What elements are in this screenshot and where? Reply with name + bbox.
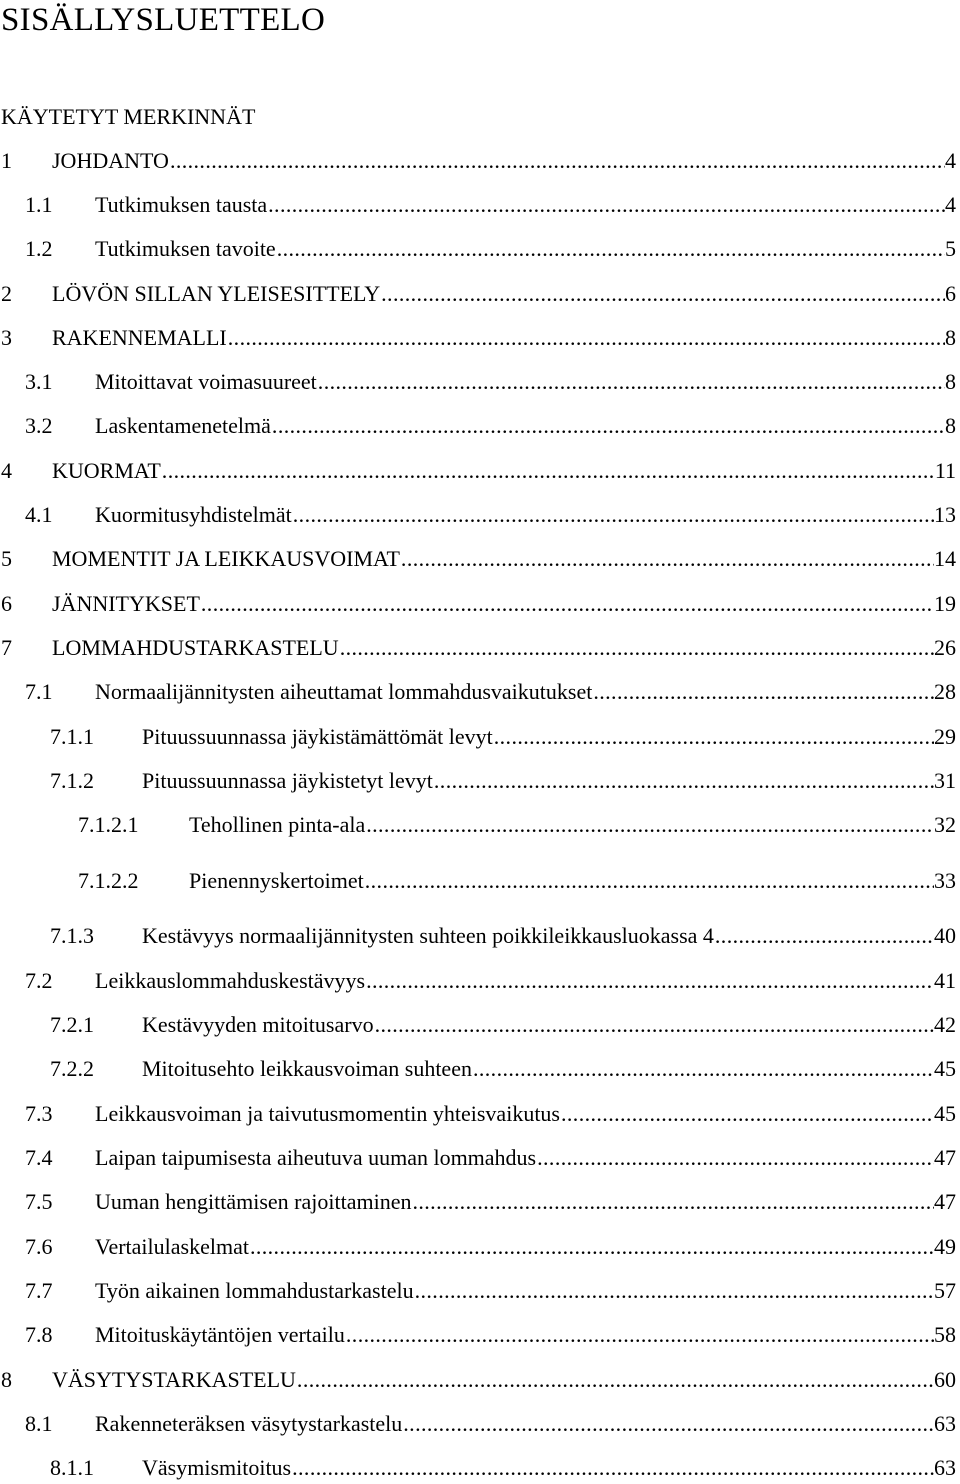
toc-entry	[0, 766, 956, 796]
toc-entry-page: 8	[945, 325, 956, 350]
toc-entry-page: 47	[934, 1145, 956, 1170]
toc-entry-number: 1.1	[25, 192, 53, 217]
toc-entry-number: 7.2.2	[50, 1056, 94, 1081]
toc-entry	[0, 1409, 956, 1439]
toc-entry-number: 7.6	[25, 1234, 53, 1259]
toc-entry-title: Leikkausvoiman ja taivutusmomentin yhteisvaikutus	[95, 1099, 560, 1129]
toc-entry-page: 6	[945, 281, 956, 306]
toc-entry-title: Laipan taipumisesta aiheutuva uuman lommahdus	[95, 1143, 536, 1173]
toc-entry-number: 3.2	[25, 413, 53, 438]
toc-entry-page: 45	[934, 1101, 956, 1126]
toc-entry-page: 42	[934, 1012, 956, 1037]
toc-entry-line	[52, 279, 956, 309]
dot-leader	[714, 921, 934, 951]
toc-entry-line	[142, 766, 956, 796]
toc-entry-number: 7.1.2	[50, 768, 94, 793]
toc-entry	[0, 966, 956, 996]
toc-entry-number: 1.2	[25, 236, 53, 261]
toc-entry-number: 7.1.2.1	[78, 812, 139, 837]
toc-entry-number: 8.1.1	[50, 1455, 94, 1480]
toc-entry	[0, 323, 956, 353]
toc-entry	[0, 1320, 956, 1350]
toc-entry	[0, 190, 956, 220]
toc-entry-page: 40	[934, 923, 956, 948]
toc-entry-line	[52, 146, 956, 176]
toc-entry-number: 7.2	[25, 968, 53, 993]
toc-entry	[0, 500, 956, 530]
toc-entry-page: 4	[945, 192, 956, 217]
dot-leader	[374, 1010, 934, 1040]
toc-entry-line	[95, 411, 956, 441]
toc-entry-line	[95, 1187, 956, 1217]
toc-entry-page: 4	[945, 148, 956, 173]
toc-entry-title: Tutkimuksen tausta	[95, 190, 267, 220]
toc-entry	[0, 633, 956, 663]
toc-entry-line	[95, 1276, 956, 1306]
toc-entry-page: 63	[934, 1411, 956, 1436]
toc-entry-title: JOHDANTO	[52, 146, 169, 176]
toc-entry-page: 29	[934, 724, 956, 749]
dot-leader	[493, 722, 934, 752]
dot-leader	[291, 1453, 934, 1483]
dot-leader	[414, 1276, 934, 1306]
toc-entry-number: 4.1	[25, 502, 53, 527]
toc-entry-page: 41	[934, 968, 956, 993]
toc-entry	[0, 367, 956, 397]
toc-entry-line	[95, 1143, 956, 1173]
dot-leader	[169, 146, 945, 176]
toc-entry	[0, 146, 956, 176]
toc-entry-page: 26	[934, 635, 956, 660]
dot-leader	[276, 234, 945, 264]
dot-leader	[161, 456, 935, 486]
toc-entry-page: 49	[934, 1234, 956, 1259]
dot-leader	[200, 589, 934, 619]
toc-entry	[0, 810, 956, 840]
toc-entry-number: 7.3	[25, 1101, 53, 1126]
dot-leader	[472, 1054, 934, 1084]
toc-entry-page: 11	[934, 458, 956, 483]
toc-entry-line	[95, 500, 956, 530]
toc-entry-title: Työn aikainen lommahdustarkastelu	[95, 1276, 414, 1306]
toc-entry-title: Kestävyys normaalijännitysten suhteen poikkileikkausluokassa 4	[142, 921, 714, 951]
toc-entry-title: KUORMAT	[52, 456, 161, 486]
dot-leader	[249, 1232, 934, 1262]
toc-entry-number: 7.8	[25, 1322, 53, 1347]
abbreviations-heading: KÄYTETYT MERKINNÄT	[1, 104, 256, 129]
toc-entry-line	[95, 966, 956, 996]
toc-entry-page: 8	[945, 413, 956, 438]
toc-entry	[0, 722, 956, 752]
toc-entry-page: 28	[934, 679, 956, 704]
toc-entry-page: 31	[934, 768, 956, 793]
dot-leader	[292, 500, 934, 530]
toc-entry-title: JÄNNITYKSET	[52, 589, 200, 619]
toc-entry	[0, 544, 956, 574]
toc-entry-number: 7.1.1	[50, 724, 94, 749]
toc-entry-title: LOMMAHDUSTARKASTELU	[52, 633, 339, 663]
toc-entry-line	[95, 1232, 956, 1262]
toc-entry	[0, 411, 956, 441]
toc-entry-page: 47	[934, 1189, 956, 1214]
dot-leader	[317, 367, 945, 397]
toc-entry-title: RAKENNEMALLI	[52, 323, 227, 353]
toc-entry-line	[52, 1365, 956, 1395]
dot-leader	[364, 866, 934, 896]
toc-entry-number: 8.1	[25, 1411, 53, 1436]
toc-entry-page: 32	[934, 812, 956, 837]
toc-entry-title: Väsymismitoitus	[142, 1453, 291, 1483]
toc-entry	[0, 234, 956, 264]
toc-entry-line	[52, 544, 956, 574]
toc-entry-title: Pituussuunnassa jäykistetyt levyt	[142, 766, 433, 796]
dot-leader	[271, 411, 945, 441]
toc-entry-number: 6	[1, 591, 12, 616]
toc-entry-number: 4	[1, 458, 12, 483]
toc-entry	[0, 1187, 956, 1217]
toc-entry-title: Pienennyskertoimet	[189, 866, 364, 896]
toc-entry-title: LÖVÖN SILLAN YLEISESITTELY	[52, 279, 380, 309]
toc-entry-title: Tehollinen pinta-ala	[189, 810, 365, 840]
toc-entry-line	[95, 677, 956, 707]
toc-entry-number: 5	[1, 546, 12, 571]
toc-entry-number: 7.1.3	[50, 923, 94, 948]
toc-entry-number: 7.4	[25, 1145, 53, 1170]
toc-entry-number: 7.7	[25, 1278, 53, 1303]
toc-entry	[0, 866, 956, 896]
dot-leader	[411, 1187, 934, 1217]
toc-entry-title: Laskentamenetelmä	[95, 411, 271, 441]
toc-entry	[0, 589, 956, 619]
toc-entry-title: Rakenneteräksen väsytystarkastelu	[95, 1409, 402, 1439]
toc-entry	[0, 677, 956, 707]
toc-entry	[0, 1099, 956, 1129]
toc-entry-page: 60	[934, 1367, 956, 1392]
toc-entry-page: 19	[934, 591, 956, 616]
dot-leader	[380, 279, 945, 309]
dot-leader	[536, 1143, 934, 1173]
toc-entry-line	[52, 323, 956, 353]
toc-entry-title: Mitoitusehto leikkausvoiman suhteen	[142, 1054, 472, 1084]
dot-leader	[267, 190, 945, 220]
toc-entry-number: 7.1	[25, 679, 53, 704]
dot-leader	[402, 1409, 934, 1439]
toc-entry	[0, 1054, 956, 1084]
toc-entry-line	[52, 589, 956, 619]
toc-entry-title: Mitoituskäytäntöjen vertailu	[95, 1320, 345, 1350]
toc-entry-number: 2	[1, 281, 12, 306]
toc-entry-page: 14	[934, 546, 956, 571]
toc-entry	[0, 1365, 956, 1395]
dot-leader	[433, 766, 934, 796]
toc-entry-line	[142, 1010, 956, 1040]
toc-entry-title: Mitoittavat voimasuureet	[95, 367, 317, 397]
toc-entry-number: 1	[1, 148, 12, 173]
dot-leader	[296, 1365, 934, 1395]
toc-entry	[0, 1010, 956, 1040]
toc-entry-line	[95, 1409, 956, 1439]
toc-entry-title: Vertailulaskelmat	[95, 1232, 249, 1262]
toc-entry-title: Uuman hengittämisen rajoittaminen	[95, 1187, 411, 1217]
toc-entry-title: Kestävyyden mitoitusarvo	[142, 1010, 374, 1040]
toc-entry-page: 33	[934, 868, 956, 893]
toc-entry-line	[52, 633, 956, 663]
toc-entry	[0, 921, 956, 951]
toc-entry-number: 7.5	[25, 1189, 53, 1214]
toc-entry-title: VÄSYTYSTARKASTELU	[52, 1365, 296, 1395]
toc-entry-line	[95, 1320, 956, 1350]
dot-leader	[345, 1320, 934, 1350]
toc-entry-line	[52, 456, 956, 486]
toc-entry	[0, 279, 956, 309]
dot-leader	[339, 633, 934, 663]
toc-entry-title: MOMENTIT JA LEIKKAUSVOIMAT	[52, 544, 400, 574]
toc-entry-line	[95, 367, 956, 397]
toc-entry-line	[142, 722, 956, 752]
toc-entry-page: 58	[934, 1322, 956, 1347]
toc-entry-number: 3	[1, 325, 12, 350]
toc-entry-line	[95, 190, 956, 220]
toc-entry-line	[189, 866, 956, 896]
toc-entry-line	[95, 1099, 956, 1129]
toc-entry-page: 57	[934, 1278, 956, 1303]
toc-entry-title: Pituussuunnassa jäykistämättömät levyt	[142, 722, 493, 752]
toc-title: SISÄLLYSLUETTELO	[1, 2, 326, 38]
dot-leader	[365, 810, 934, 840]
toc-entry-line	[142, 1453, 956, 1483]
toc-entry-number: 7	[1, 635, 12, 660]
toc-entry-page: 8	[945, 369, 956, 394]
toc-entry-line	[142, 921, 956, 951]
toc-entry	[0, 1143, 956, 1173]
dot-leader	[227, 323, 945, 353]
toc-entry-title: Kuormitusyhdistelmät	[95, 500, 292, 530]
toc-entry-title: Normaalijännitysten aiheuttamat lommahdusvaikutukset	[95, 677, 592, 707]
toc-entry-number: 3.1	[25, 369, 53, 394]
toc-entry-page: 45	[934, 1056, 956, 1081]
toc-entry-page: 13	[934, 502, 956, 527]
dot-leader	[365, 966, 934, 996]
dot-leader	[592, 677, 934, 707]
toc-entry	[0, 1232, 956, 1262]
toc-entry-line	[189, 810, 956, 840]
toc-entry-number: 7.2.1	[50, 1012, 94, 1037]
toc-entry	[0, 456, 956, 486]
toc-entry-title: Tutkimuksen tavoite	[95, 234, 276, 264]
toc-entry-page: 63	[934, 1455, 956, 1480]
toc-entry	[0, 1453, 956, 1483]
toc-entry-line	[142, 1054, 956, 1084]
toc-entry-number: 7.1.2.2	[78, 868, 139, 893]
toc-entry-line	[95, 234, 956, 264]
dot-leader	[400, 544, 934, 574]
toc-entry-page: 5	[945, 236, 956, 261]
dot-leader	[560, 1099, 934, 1129]
toc-entry-number: 8	[1, 1367, 12, 1392]
toc-entry	[0, 1276, 956, 1306]
toc-entry-title: Leikkauslommahduskestävyys	[95, 966, 365, 996]
